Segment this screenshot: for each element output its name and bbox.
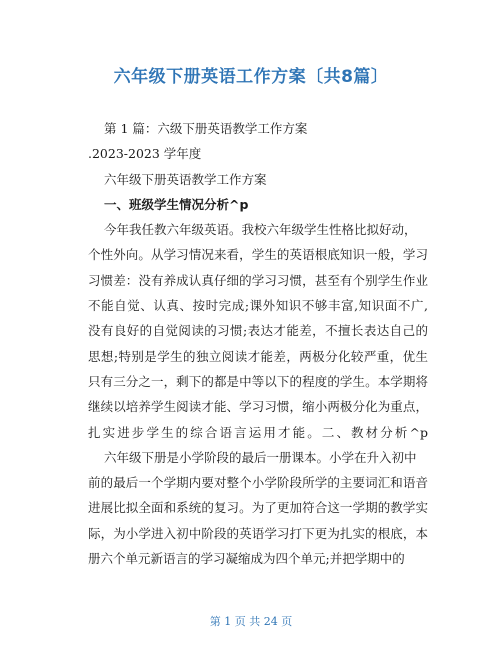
body-line: 不能自觉、认真、按时完成;课外知识不够丰富,知识面不广,	[88, 298, 428, 314]
body-line: 册六个单元新语言的学习凝缩成为四个单元;并把学期中的	[88, 551, 405, 567]
document-body	[88, 116, 428, 571]
body-line: .2023-2023 学年度	[88, 146, 202, 162]
body-line: 个性外向。从学习情况来看，学生的英语根底知识一般，学习	[88, 247, 428, 263]
body-line: 今年我任教六年级英语。我校六年级学生性格比拟好动，	[104, 222, 417, 238]
body-line: 习惯差：没有养成认真仔细的学习习惯，甚至有个别学生作业	[88, 272, 428, 288]
page-footer: 第 1 页 共 24 页	[209, 615, 293, 628]
body-line: 前的最后一个学期内要对整个小学阶段所学的主要词汇和语音	[88, 475, 428, 491]
body-line: 第 1 篇：六级下册英语教学工作方案	[104, 121, 308, 136]
body-line: 没有良好的自觉阅读的习惯;表达才能差，不擅长表达自己的	[88, 323, 428, 339]
body-line: 六年级下册英语教学工作方案	[104, 171, 267, 187]
body-line: 扎实进步学生的综合语言运用才能。二、教材分析^p	[88, 424, 428, 440]
body-line: 际，为小学进入初中阶段的英语学习打下更为扎实的根底，本	[88, 525, 428, 541]
body-line: 只有三分之一，剩下的都是中等以下的程度的学生。本学期将	[88, 373, 428, 389]
document-title: 六年级下册英语工作方案〔共8篇〕	[113, 67, 389, 87]
body-line: 继续以培养学生阅读才能、学习习惯，缩小两极分化为重点，	[88, 399, 428, 415]
section-heading: 一、班级学生情况分析^p	[104, 196, 249, 212]
body-line: 六年级下册是小学阶段的最后一册课本。小学在升入初中	[104, 449, 417, 465]
body-line: 进展比拟全面和系统的复习。为了更加符合这一学期的教学实	[88, 500, 428, 516]
body-line: 思想;特别是学生的独立阅读才能差，两极分化较严重，优生	[88, 348, 428, 364]
